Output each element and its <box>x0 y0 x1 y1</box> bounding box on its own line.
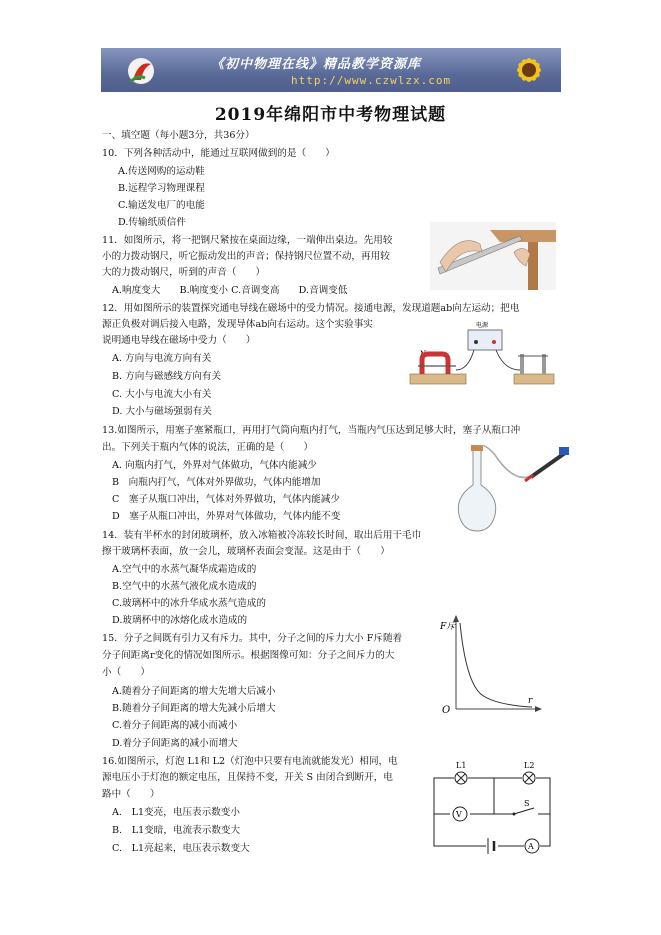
fig-label-power: 电源 <box>476 322 489 329</box>
fig-label-v: V <box>456 810 462 819</box>
q15-line-3: 小（ ） <box>102 667 150 678</box>
q10-option-a: A.传送网购的运动鞋 <box>118 166 205 177</box>
q12-line-2: 源正负极对调后接入电路，发现导体ab向右运动。这个实验事实 <box>102 319 373 330</box>
q12-line-3: 说明通电导线在磁场中受力（ ） <box>102 335 256 346</box>
q16-option-c: C. L1亮起来，电压表示数变大 <box>112 843 250 854</box>
q15-option-b: B.随着分子间距离的增大先减小后增大 <box>112 703 276 714</box>
circuit-diagram <box>430 758 556 854</box>
fig-label-a: A <box>528 842 534 851</box>
ruler-on-table-figure <box>430 222 556 290</box>
q16-line-1: 16.如图所示，灯泡 L1和 L2（灯泡中只要有电流就能发光）相同，电 <box>102 756 398 767</box>
q12-option-a: A. 方向与电流方向有关 <box>112 353 212 364</box>
q15-option-a: A.随着分子间距离的增大先增大后减小 <box>112 686 276 697</box>
site-logo-icon <box>121 56 161 86</box>
fig-label-l1: L1 <box>456 761 467 770</box>
q16-line-3: 路中（ ） <box>102 789 160 800</box>
q13-option-a: A. 向瓶内打气，外界对气体做功，气体内能减少 <box>112 460 317 471</box>
graph-origin-label: O <box>442 705 451 715</box>
q10-option-c: C.输送发电厂的电能 <box>118 200 205 211</box>
q12-line-1: 12．用如图所示的装置探究通电导线在磁场中的受力情况。接通电源，发现道题ab向左运动；把电 <box>102 303 520 314</box>
q11-line-2: 小的力拨动钢尺，听它振动发出的声音；保持钢尺位置不动，再用较 <box>102 251 390 262</box>
q11-options: A.响度变大 B.响度变小 C.音调变高 D.音调变低 <box>112 285 348 296</box>
q10-option-d: D.传输纸质信件 <box>118 217 186 228</box>
q14-line-1: 14．装有半杯水的封闭玻璃杯，放入冰箱被冷冻较长时间，取出后用干毛巾 <box>102 530 422 541</box>
sunflower-icon <box>503 50 555 90</box>
q12-option-c: C. 大小与电流大小有关 <box>112 389 212 400</box>
q14-option-d: D.玻璃杯中的冰熔化成水造成的 <box>112 615 248 626</box>
q13-option-b: B 向瓶内打气，气体对外界做功，气体内能增加 <box>112 477 321 488</box>
q10-option-b: B.远程学习物理课程 <box>118 183 205 194</box>
graph-y-label: F斥 <box>440 622 456 632</box>
fig-label-l2: L2 <box>524 761 535 770</box>
page-title: 2019年绵阳市中考物理试题 <box>214 105 447 125</box>
flask-pump-figure <box>455 445 573 535</box>
q16-line-2: 源电压小于灯泡的额定电压，且保持不变，开关 S 由闭合到断开，电 <box>102 772 393 783</box>
q14-line-2: 擦干玻璃杯表面，放一会儿，玻璃杯表面会变湿。这是由于（ ） <box>102 546 390 557</box>
q16-option-a: A. L1变亮，电压表示数变小 <box>112 807 240 818</box>
q15-option-d: D.着分子间距离的减小而增大 <box>112 738 238 749</box>
magnet-circuit-figure <box>408 318 556 388</box>
banner-url: http://www.czwlzx.com <box>291 74 452 87</box>
banner-title: 《初中物理在线》精品教学资源库 <box>211 57 422 72</box>
q10-stem: 10．下列各种活动中，能通过互联网做到的是（ ） <box>102 148 335 159</box>
section-heading: 一、填空题（每小题3分，共36分） <box>102 130 255 141</box>
fig-label-s: S <box>524 799 530 808</box>
q13-line-2: 出。下列关于瓶内气体的说法，正确的是（ ） <box>102 442 314 453</box>
force-distance-graph <box>436 613 542 715</box>
q13-option-d: D 塞子从瓶口冲出，外界对气体做功，气体内能不变 <box>112 511 341 522</box>
q15-option-c: C.着分子间距离的减小而减小 <box>112 720 238 731</box>
q15-line-2: 分子间距离r变化的情况如图所示。根据图像可知：分子之间斥力的大 <box>102 650 395 661</box>
q13-line-1: 13.如图所示，用塞子塞紧瓶口，再用打气筒向瓶内打气，当瓶内气压达到足够大时，塞子从瓶口冲 <box>102 425 521 436</box>
q14-option-a: A.空气中的水蒸气凝华成霜造成的 <box>112 564 257 575</box>
q15-line-1: 15．分子之间既有引力又有斥力。其中，分子之间的斥力大小 F斥随着 <box>102 633 403 644</box>
q11-line-3: 大的力拨动钢尺，听到的声音（ ） <box>102 267 266 278</box>
header-banner <box>101 48 561 92</box>
q14-option-b: B.空气中的水蒸气液化成水造成的 <box>112 581 257 592</box>
q11-line-1: 11．如图所示，将一把钢尺紧按在桌面边缘，一端伸出桌边。先用较 <box>102 235 393 246</box>
q14-option-c: C.玻璃杯中的冰升华成水蒸气造成的 <box>112 598 266 609</box>
graph-x-label: r <box>528 696 533 706</box>
q13-option-c: C 塞子从瓶口冲出，气体对外界做功，气体内能减少 <box>112 494 340 505</box>
q12-option-d: D. 大小与磁场强弱有关 <box>112 406 212 417</box>
q12-option-b: B. 方向与磁感线方向有关 <box>112 371 222 382</box>
q16-option-b: B. L1变暗，电流表示数变大 <box>112 825 241 836</box>
fig-label-n: N <box>420 350 427 358</box>
